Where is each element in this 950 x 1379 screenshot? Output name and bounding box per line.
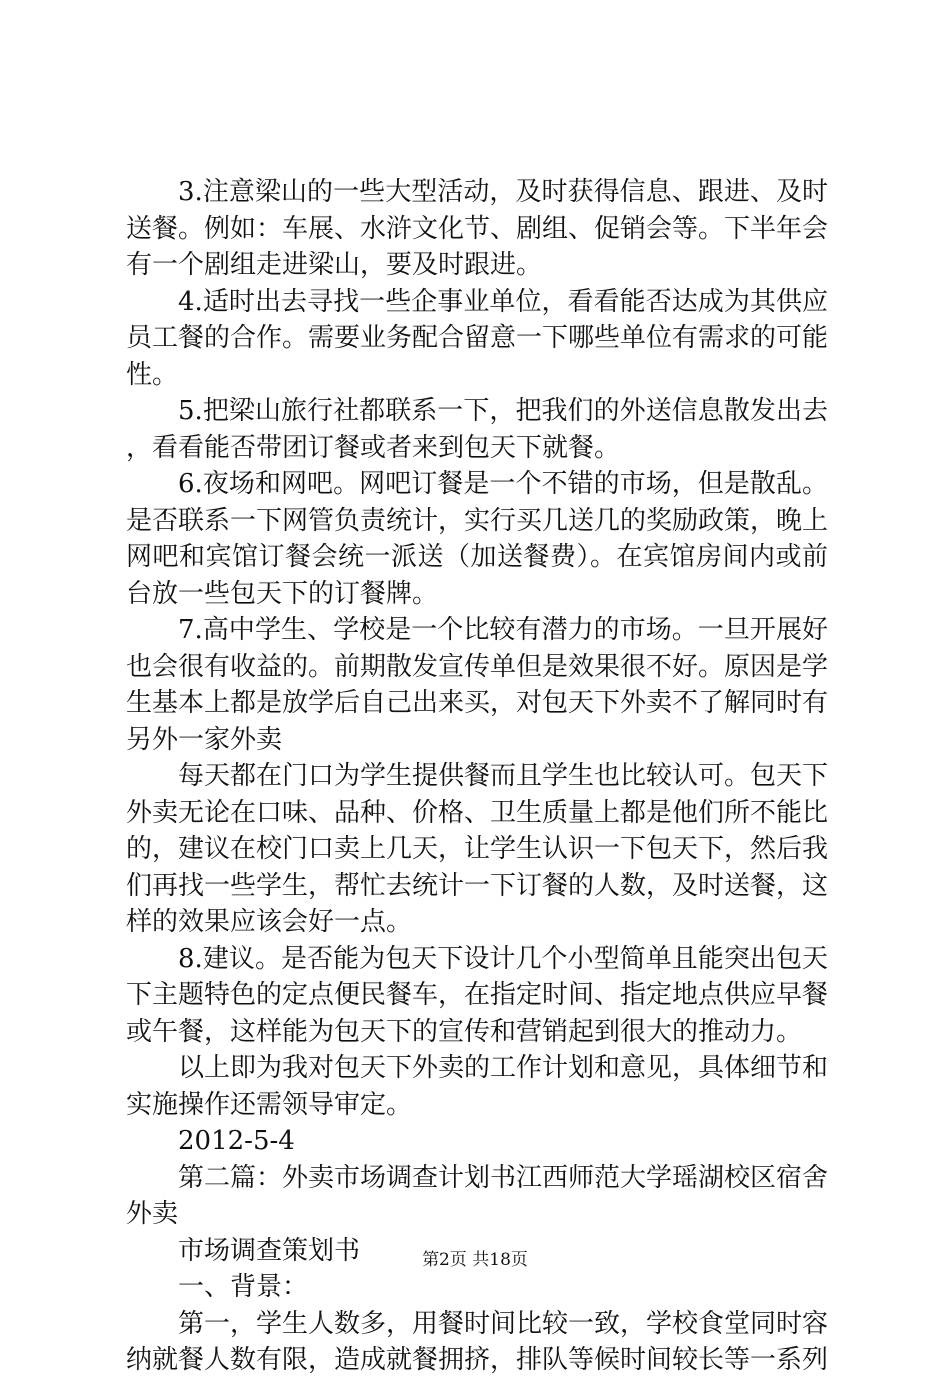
paragraph-item-7-continued: 每天都在门口为学生提供餐而且学生也比较认可。包天下外卖无论在口味、品种、价格、卫生质量上都是他们所不能比的，建议在校门口卖上几天，让学生认识一下包天下，然后我们再找一些学生，帮忙去统计一下订餐的人数，及时送餐，这样的效果应该会好一点。 <box>126 761 829 937</box>
paragraph-conclusion: 以上即为我对包天下外卖的工作计划和意见，具体细节和实施操作还需领导审定。 <box>126 1053 829 1120</box>
paragraph-item-5: 5.把梁山旅行社都联系一下，把我们的外送信息散发出去，看看能否带团订餐或者来到包天下就餐。 <box>126 396 828 463</box>
paragraph-date: 2012-5-4 <box>178 1126 295 1156</box>
plan-title: 市场调查策划书 <box>178 1235 361 1266</box>
section-heading-background: 一、背景： <box>178 1272 309 1302</box>
paragraph-item-7: 7.高中学生、学校是一个比较有潜力的市场。一旦开展好也会很有收益的。前期散发宣传单但是效果很不好。原因是学生基本上都是放学后自己出来买，对包天下外卖不了解同时有另外一家外卖 <box>126 615 829 755</box>
paragraph-item-4: 4.适时出去寻找一些企事业单位，看看能否达成为其供应员工餐的合作。需要业务配合留意一下哪些单位有需求的可能性。 <box>126 286 829 390</box>
paragraph-item-8: 8.建议。是否能为包天下设计几个小型简单且能突出包天下主题特色的定点便民餐车，在指定时间、指定地点供应早餐或午餐，这样能为包天下的宣传和营销起到很大的推动力。 <box>126 943 829 1047</box>
page-number-footer: 第2页 共18页 <box>422 1250 528 1270</box>
paragraph-item-3: 3.注意梁山的一些大型活动，及时获得信息、跟进、及时送餐。例如：车展、水浒文化节、剧组、促销会等。下半年会有一个剧组走进梁山，要及时跟进。 <box>126 177 829 280</box>
paragraph-background-first: 第一，学生人数多，用餐时间比较一致，学校食堂同时容纳就餐人数有限，造成就餐拥挤，排队等候时间较长等一系列 <box>126 1308 829 1375</box>
paragraph-item-6: 6.夜场和网吧。网吧订餐是一个不错的市场，但是散乱。是否联系一下网管负责统计，实行买几送几的奖励政策，晚上网吧和宾馆订餐会统一派送（加送餐费）。在宾馆房间内或前台放一些包天下的订餐牌。 <box>126 469 829 609</box>
document-body <box>126 174 828 1379</box>
section-title-part-two: 第二篇：外卖市场调查计划书江西师范大学瑶湖校区宿舍外卖 <box>126 1162 829 1229</box>
